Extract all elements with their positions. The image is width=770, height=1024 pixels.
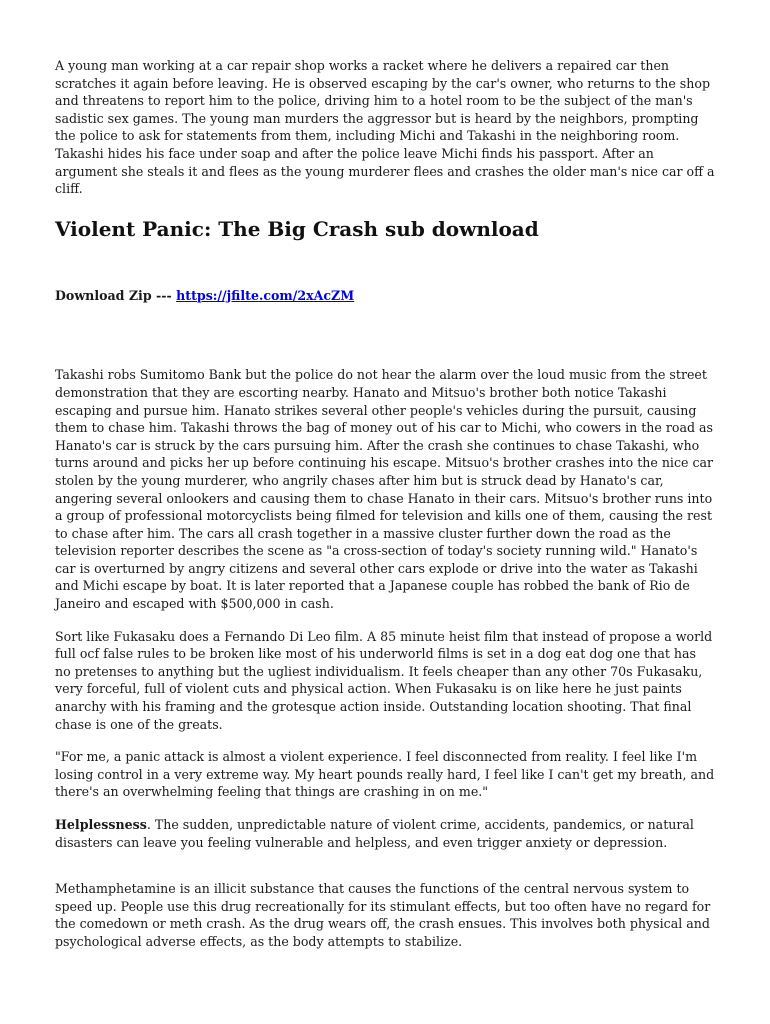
- helplessness-term: Helplessness: [55, 817, 147, 832]
- quote-paragraph: "For me, a panic attack is almost a violent experience. I feel disconnected from reality. I feel like I'm losing control in a very extreme way. My heart pounds really hard, I feel like I can't get my breath, and there's an overwhelming feeling that things are crashing in on me.": [55, 749, 715, 800]
- meth-paragraph: Methamphetamine is an illicit substance that causes the functions of the central nervous system to speed up. People use this drug recreationally for its stimulant effects, but too often have no regard for the comedown or meth crash. As the drug wears off, the crash ensues. This involves both physical and psychological adverse effects, as the body attempts to stabilize.: [55, 881, 711, 949]
- download-link[interactable]: https://jfilte.com/2xAcZM: [176, 287, 355, 303]
- helplessness-paragraph: [55, 816, 715, 851]
- document-page: [55, 57, 715, 951]
- review-paragraph: Sort like Fukasaku does a Fernando Di Leo film. A 85 minute heist film that instead of propose a world full ocf false rules to be broken like most of his underworld films is set in a dog eat dog one that has no pretenses to anything but the ugliest individualism. It feels cheaper than any other 70s Fukasaku, very forceful, full of violent cuts and physical action. When Fukasaku is on like here he just paints anarchy with his framing and the grotesque action inside. Outstanding location shooting. That final chase is one of the greats.: [55, 628, 713, 732]
- intro-paragraph: A young man working at a car repair shop works a racket where he delivers a repaired car then scratches it again before leaving. He is observed escaping by the car's owner, who returns to the shop and threatens to report him to the police, driving him to a hotel room to be the subject of the man's sadistic sex games. The young man murders the aggressor but is heard by the neighbors, prompting the police to ask for statements from them, including Michi and Takashi in the neighboring room. Takashi hides his face under soap and after the police leave Michi finds his passport. After an argument she steals it and flees as the young murderer flees and crashes the older man's nice car off a cliff.: [55, 58, 715, 197]
- helplessness-text: . The sudden, unpredictable nature of violent crime, accidents, pandemics, or natural disasters can leave you feeling vulnerable and helpless, and even trigger anxiety or depression.: [55, 817, 694, 850]
- download-label: Download Zip ---: [55, 287, 172, 303]
- download-line: [55, 287, 715, 305]
- page-title: Violent Panic: The Big Crash sub download: [55, 216, 539, 241]
- plot-paragraph: Takashi robs Sumitomo Bank but the police do not hear the alarm over the loud music from the street demonstration that they are escorting nearby. Hanato and Mitsuo's brother both notice Takashi escaping and pursue him. Hanato strikes several other people's vehicles during the pursuit, causing them to chase him. Takashi throws the bag of money out of his car to Michi, who cowers in the road as Hanato's car is struck by the cars pursuing him. After the crash she continues to chase Takashi, who turns around and picks her up before continuing his escape. Mitsuo's brother crashes into the nice car stolen by the young murderer, who angrily chases after him but is struck dead by Hanato's car, angering several onlookers and causing them to chase Hanato in their cars. Mitsuo's brother runs into a group of professional motorcyclists being filmed for television and kills one of them, causing the rest to chase after him. The cars all crash together in a massive cluster further down the road as the television reporter describes the scene as "a cross-section of today's society running wild." Hanato's car is overturned by angry citizens and several other cars explode or drive into the water as Takashi and Michi escape by boat. It is later reported that a Japanese couple has robbed the bank of Rio de Janeiro and escaped with $500,000 in cash.: [55, 367, 714, 612]
